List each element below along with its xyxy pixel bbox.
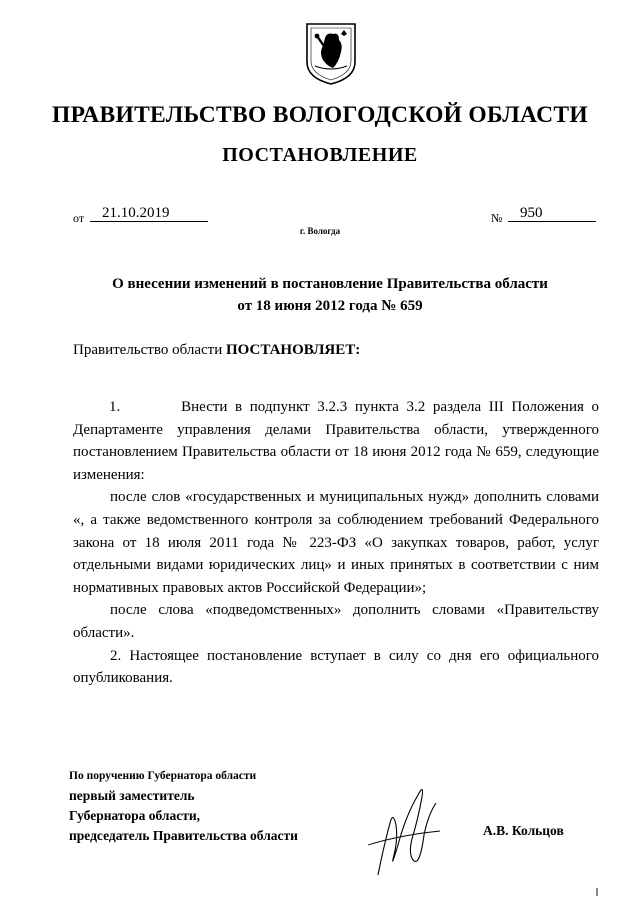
paragraph-item-1: 1. Внести в подпункт 3.2.3 пункта 3.2 раздела III Положения о Департаменте управления делами Правительства области, утвержденного постановлением Правительства области от 18 июня 2012 года № 659, следующие изменения:	[73, 399, 599, 483]
document-body	[73, 396, 599, 690]
paragraph-change-2: после слова «подведомственных» дополнить словами «Правительству области».	[73, 602, 599, 641]
signatory-line-3: Губернатора области,	[69, 808, 200, 823]
document-number: 950	[508, 204, 596, 222]
handwritten-signature	[360, 775, 450, 885]
signatory-line-1: По поручению Губернатора области	[69, 770, 257, 782]
signatory-title	[69, 766, 298, 846]
document-date: 21.10.2019	[90, 204, 208, 222]
document-subject	[60, 273, 600, 317]
date-label: от	[73, 211, 85, 225]
government-title: ПРАВИТЕЛЬСТВО ВОЛОГОДСКОЙ ОБЛАСТИ	[52, 102, 588, 128]
subject-line-2: от 18 июня 2012 года № 659	[237, 298, 423, 314]
paragraph-item-2: 2. Настоящее постановление вступает в силу со дня его официального опубликования.	[73, 647, 599, 687]
signatory-line-4: председатель Правительства области	[69, 828, 298, 843]
signatory-line-2: первый заместитель	[69, 788, 195, 803]
resolution-statement	[73, 342, 360, 359]
city-label: г. Вологда	[299, 226, 341, 236]
paragraph-change-1: после слов «государственных и муниципальных нужд» дополнить словами «, а также ведомственного контроля за соблюдением требований Федерального закона от 18 июля 2011 года № 223-ФЗ «О закупках товаров, работ, услуг отдельными видами юридических лиц» и иных принятых в соответствии с ним нормативных правовых актов Российской Федерации»;	[73, 489, 599, 596]
resolution-verb: ПОСТАНОВЛЯЕТ:	[225, 342, 361, 358]
document-type: ПОСТАНОВЛЕНИЕ	[222, 144, 418, 166]
coat-of-arms-icon	[305, 22, 357, 86]
subject-line-1: О внесении изменений в постановление Правительства области	[112, 276, 548, 292]
number-label: №	[491, 211, 503, 225]
resolution-prefix: Правительство области	[73, 342, 226, 358]
signatory-name: А.В. Кольцов	[483, 823, 564, 838]
scan-mark	[596, 888, 598, 896]
